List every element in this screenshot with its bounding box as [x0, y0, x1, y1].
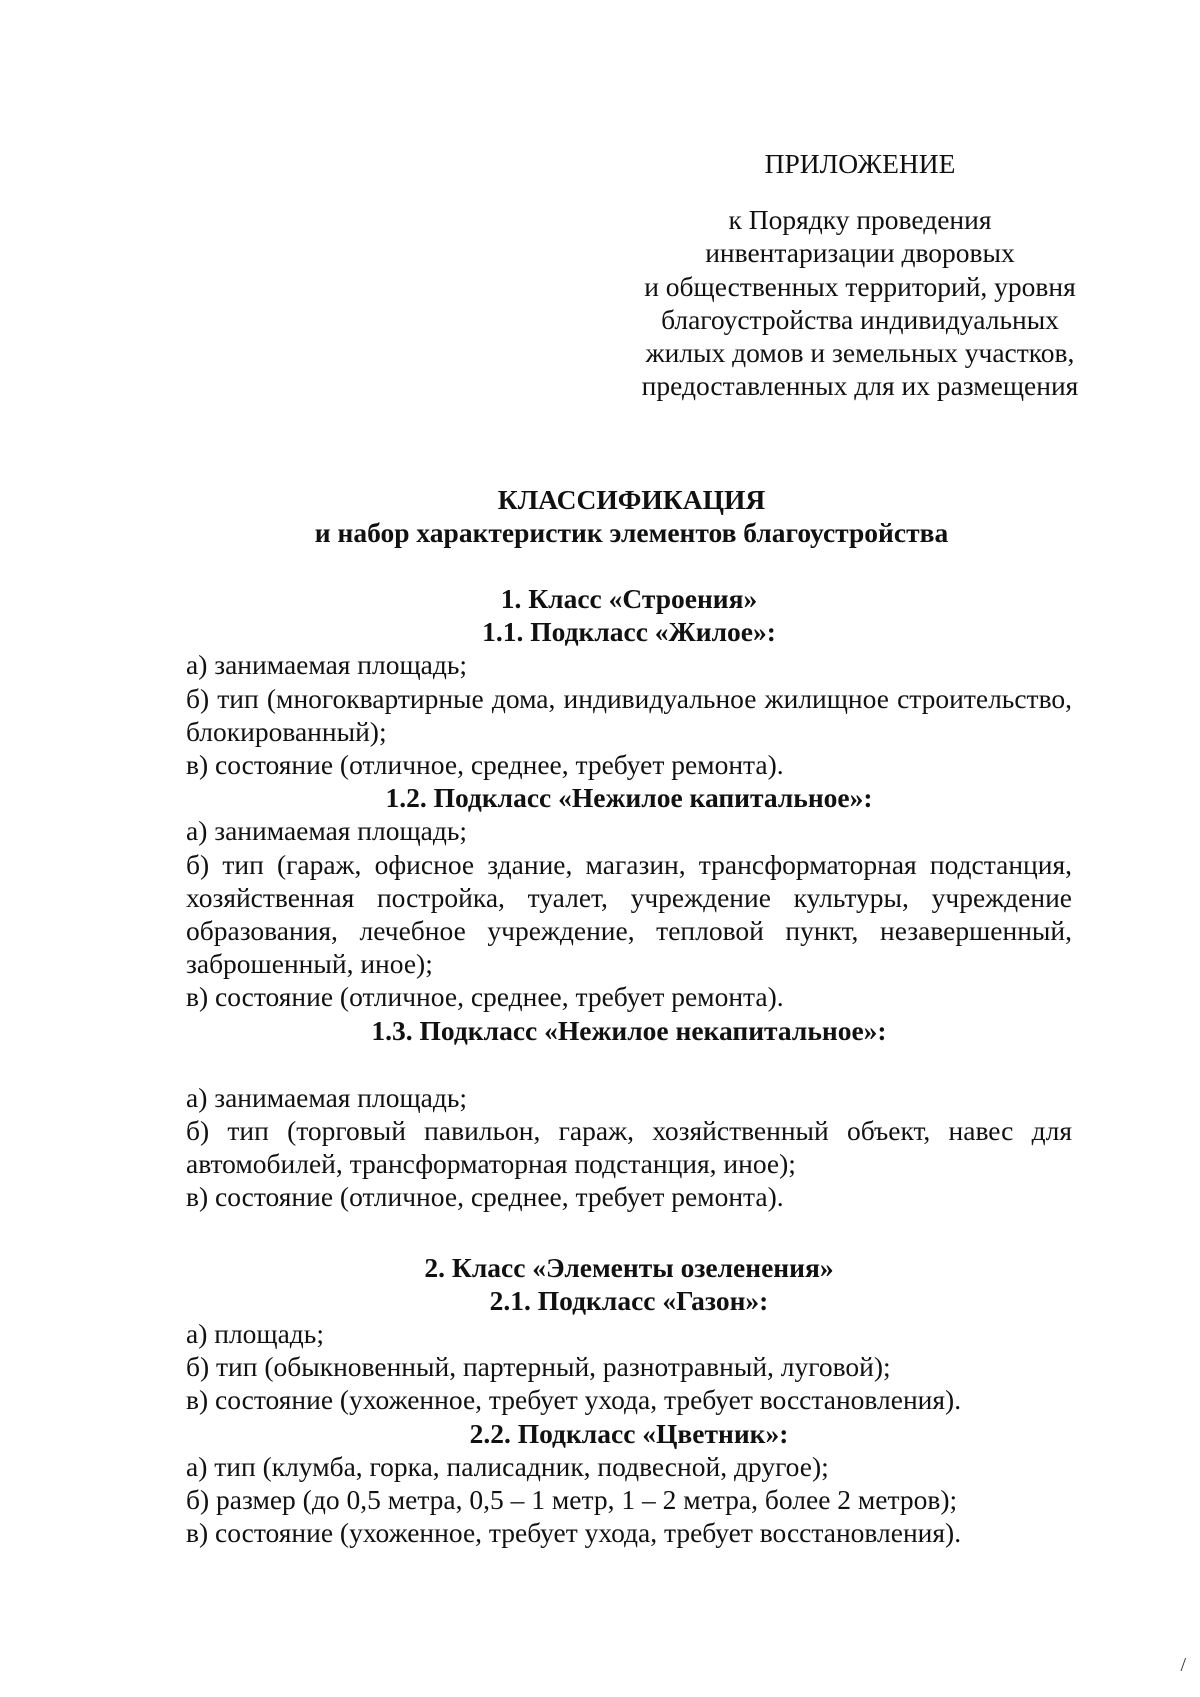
- list-item: б) тип (обыкновенный, партерный, разнотравный, луговой);: [186, 1351, 891, 1383]
- appendix-line: и общественных территорий, уровня: [644, 270, 1076, 302]
- list-item: а) занимаемая площадь;: [186, 1081, 468, 1113]
- subclass-1-3-heading: 1.3. Подкласс «Нежилое некапитальное»:: [371, 1014, 887, 1046]
- appendix-line: к Порядку проведения: [728, 204, 992, 236]
- list-item: в) состояние (ухоженное, требует ухода, требует восстановления).: [186, 1517, 962, 1549]
- appendix-block: [600, 147, 1120, 402]
- list-item: в) состояние (ухоженное, требует ухода, требует восстановления).: [186, 1384, 962, 1416]
- list-item: б) тип (многоквартирные дома, индивидуальное жилищное строительство, блокированный);: [186, 682, 1072, 747]
- spacer: [186, 1214, 1072, 1251]
- class-2-heading: 2. Класс «Элементы озеленения»: [424, 1251, 834, 1283]
- appendix-line: жилых домов и земельных участков,: [645, 337, 1075, 369]
- list-item: б) размер (до 0,5 метра, 0,5 – 1 метр, 1 – 2 метра, более 2 метров);: [186, 1484, 958, 1516]
- list-item: а) занимаемая площадь;: [186, 815, 468, 847]
- class-1-heading: 1. Класс «Строения»: [500, 583, 758, 614]
- title-main: КЛАССИФИКАЦИЯ: [497, 484, 766, 515]
- list-item: в) состояние (отличное, среднее, требует ремонта).: [186, 749, 784, 781]
- document-body: [186, 582, 1072, 1549]
- subclass-2-2-heading: 2.2. Подкласс «Цветник»:: [469, 1417, 789, 1449]
- subclass-1-1-heading: 1.1. Подкласс «Жилое»:: [482, 616, 776, 648]
- list-item: в) состояние (отличное, среднее, требует ремонта).: [186, 981, 784, 1013]
- edge-mark: /: [1180, 1654, 1186, 1676]
- appendix-line: предоставленных для их размещения: [641, 370, 1079, 402]
- appendix-line: инвентаризации дворовых: [705, 237, 1015, 269]
- list-item: б) тип (торговый павильон, гараж, хозяйственный объект, навес для автомобилей, трансформаторная подстанция, иное);: [186, 1115, 1072, 1180]
- list-item: а) площадь;: [186, 1318, 324, 1350]
- subclass-1-2-heading: 1.2. Подкласс «Нежилое капитальное»:: [385, 782, 873, 814]
- list-item: в) состояние (отличное, среднее, требует ремонта).: [186, 1181, 784, 1213]
- appendix-heading: ПРИЛОЖЕНИЕ: [764, 148, 956, 179]
- subclass-2-1-heading: 2.1. Подкласс «Газон»:: [489, 1284, 769, 1316]
- title-sub: и набор характеристик элементов благоустройства: [314, 517, 949, 548]
- spacer: [186, 1047, 1072, 1081]
- list-item: б) тип (гараж, офисное здание, магазин, трансформаторная подстанция, хозяйственная постройка, туалет, учреждение культуры, учреждение образования, лечебное учреждение, тепловой пункт, незавершенный, заброшенный, иное);: [186, 848, 1072, 980]
- list-item: а) тип (клумба, горка, палисадник, подвесной, другое);: [186, 1450, 829, 1482]
- document-title: [0, 483, 1200, 549]
- appendix-line: благоустройства индивидуальных: [661, 303, 1059, 335]
- list-item: а) занимаемая площадь;: [186, 649, 468, 681]
